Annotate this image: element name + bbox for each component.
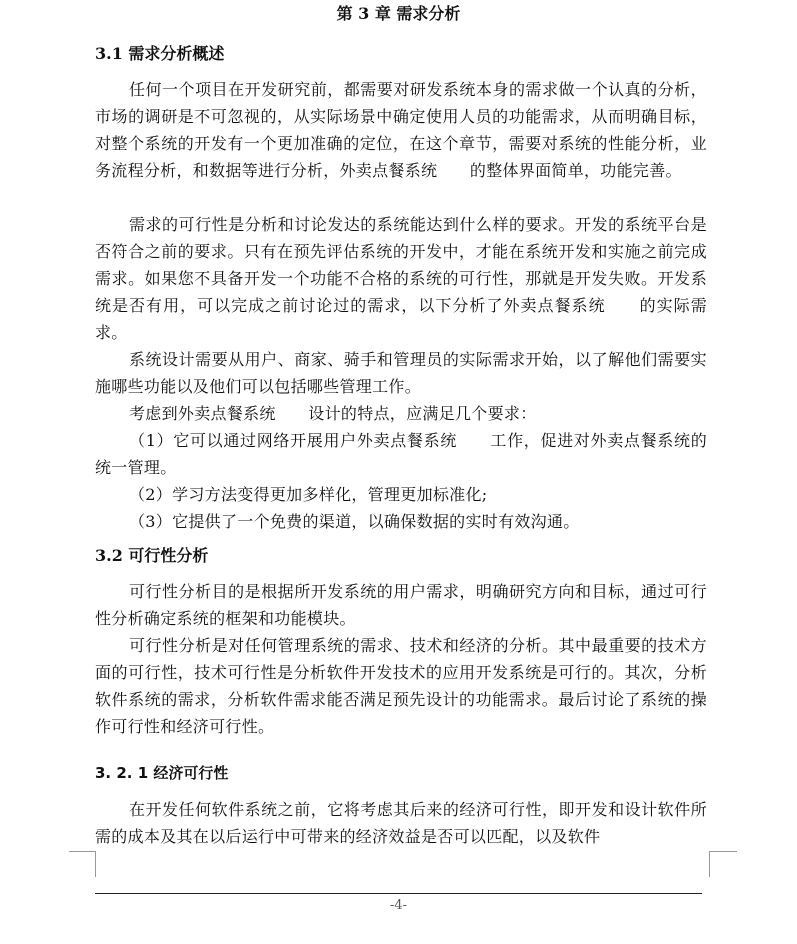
- section-heading-3-1: 3.1 需求分析概述: [95, 44, 225, 63]
- list-item-1: （1）它可以通过网络开展用户外卖点餐系统 工作，促进对外卖点餐系统的统一管理。: [95, 431, 707, 477]
- page-number: -4-: [389, 898, 408, 913]
- footer-rule: [95, 893, 702, 894]
- paragraph-feasibility-1: 可行性分析目的是根据所开发系统的用户需求，明确研究方向和目标，通过可行性分析确定系统的框架和功能模块。: [95, 582, 707, 628]
- paragraph-overview-4: 考虑到外卖点餐系统 设计的特点，应满足几个要求：: [129, 404, 537, 423]
- chapter-title: 第 3 章 需求分析: [336, 4, 461, 23]
- list-item-2: （2）学习方法变得更加多样化，管理更加标准化;: [129, 485, 488, 504]
- paragraph-feasibility-2: 可行性分析是对任何管理系统的需求、技术和经济的分析。其中最重要的技术方面的可行性，技术可行性是分析软件开发技术的应用开发系统是可行的。其次，分析软件系统的需求，分析软件需求能否满足预先设计的功能需求。最后讨论了系统的操作可行性和经济可行性。: [95, 636, 707, 736]
- paragraph-overview-2: 需求的可行性是分析和讨论发达的系统能达到什么样的要求。开发的系统平台是否符合之前的要求。只有在预先评估系统的开发中，才能在系统开发和实施之前完成需求。如果您不具备开发一个功能不合格的系统的可行性，那就是开发失败。开发系统是否有用，可以完成之前讨论过的需求，以下分析了外卖点餐系统 的实际需求。: [95, 215, 707, 342]
- margin-corner-left-line: [69, 851, 95, 852]
- section-heading-3-2: 3.2 可行性分析: [95, 546, 209, 565]
- list-item-3: （3）它提供了一个免费的渠道，以确保数据的实时有效沟通。: [129, 512, 580, 531]
- paragraph-economic-1: 在开发任何软件系统之前，它将考虑其后来的经济可行性，即开发和设计软件所需的成本及其在以后运行中可带来的经济效益是否可以匹配，以及软件: [95, 800, 707, 846]
- paragraph-overview-1: 任何一个项目在开发研究前，都需要对研发系统本身的需求做一个认真的分析，市场的调研是不可忽视的，从实际场景中确定使用人员的功能需求，从而明确目标，对整个系统的开发有一个更加准确的定位，在这个章节，需要对系统的性能分析，业务流程分析，和数据等进行分析，外卖点餐系统 的整体界面简单，功能完善。: [95, 80, 707, 180]
- margin-corner-left: [69, 851, 96, 877]
- margin-corner-right-line: [709, 851, 737, 852]
- paragraph-overview-3: 系统设计需要从用户、商家、骑手和管理员的实际需求开始，以了解他们需要实施哪些功能以及他们可以包括哪些管理工作。: [95, 350, 707, 396]
- subsection-heading-3-2-1: 3. 2. 1 经济可行性: [95, 764, 229, 782]
- margin-corner-right: [709, 851, 736, 877]
